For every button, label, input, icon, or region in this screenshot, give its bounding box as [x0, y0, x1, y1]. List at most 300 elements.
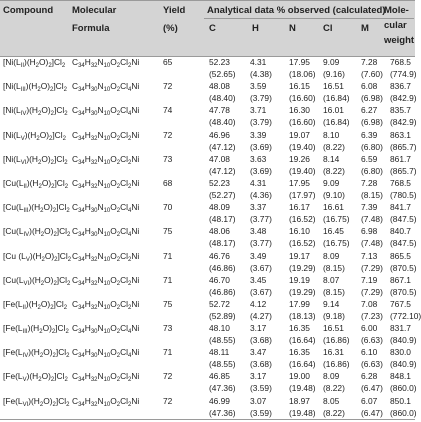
found-mw-cell: 831.7 — [390, 323, 411, 334]
calc-m-cell: (6.80) — [361, 141, 383, 152]
header-mw-line2: cular — [384, 20, 407, 31]
hydrogen-subscript: 30 — [90, 87, 98, 94]
calc-mw-cell: (780.5) — [390, 189, 417, 200]
table-row — [0, 371, 415, 395]
compound-cell: $[Fe(L_{III})(H_2O)_2]Cl_2$ — [3, 323, 69, 336]
formula-cell: $C_{34}H_{32}N_{10}O_2Cl_2Ni$ — [72, 177, 140, 190]
chlorine-subscript: 4 — [128, 111, 132, 118]
found-mw-cell: 830.0 — [390, 347, 411, 358]
found-mw-cell: 861.7 — [390, 153, 411, 164]
chlorine-subscript: 2 — [128, 280, 132, 287]
nitrogen-subscript: 10 — [103, 87, 111, 94]
formula-cell: $C_{34}H_{32}N_{10}O_2Cl_2Ni$ — [72, 371, 140, 384]
found-cl-cell: 16.01 — [323, 105, 344, 116]
found-mw-cell: 836.7 — [390, 81, 411, 92]
oxygen-subscript: 2 — [116, 401, 121, 408]
chlorine-subscript: 4 — [128, 87, 132, 94]
calc-m-cell: (6.47) — [361, 383, 383, 394]
calc-m-cell: (7.48) — [361, 214, 383, 225]
found-mw-cell: 767.5 — [390, 298, 411, 309]
yield-cell: 72 — [163, 129, 173, 140]
found-cl-cell: 16.45 — [323, 226, 344, 237]
formula-cell: $C_{34}H_{30}N_{10}O_2Cl_4Ni$ — [72, 226, 140, 239]
hydrogen-subscript: 30 — [90, 329, 98, 336]
found-h-cell: 3.37 — [250, 202, 267, 213]
water-subscript: 2 — [40, 280, 45, 287]
found-h-cell: 3.39 — [250, 129, 267, 140]
chloride-subscript: 2 — [62, 135, 66, 142]
header-yield-line1: Yield — [163, 5, 186, 16]
oxygen-subscript: 2 — [116, 208, 121, 215]
found-n-cell: 19.17 — [289, 250, 310, 261]
oxygen-subscript: 2 — [116, 183, 121, 190]
calc-cl-cell: (16.86) — [323, 335, 350, 346]
carbon-subscript: 34 — [78, 159, 85, 166]
found-cl-cell: 8.10 — [323, 129, 340, 140]
calc-h-cell: (4.36) — [250, 189, 272, 200]
water-count-subscript: 2 — [50, 304, 54, 311]
yield-cell: 75 — [163, 298, 173, 309]
water-subscript: 2 — [38, 111, 42, 118]
calc-cl-cell: (16.84) — [323, 117, 350, 128]
compound-cell: $[Fe(L_V)(H_2O)_2]Cl_2$ — [3, 371, 68, 384]
calc-n-cell: (16.64) — [289, 359, 316, 370]
calc-h-cell: (4.27) — [250, 310, 272, 321]
carbon-subscript: 34 — [78, 329, 85, 336]
formula-cell: $C_{34}H_{30}N_{10}O_2Cl_4Ni$ — [72, 105, 140, 118]
calc-h-cell: (3.77) — [250, 238, 272, 249]
hydrogen-subscript: 30 — [90, 353, 98, 360]
table-row — [0, 105, 415, 129]
calc-c-cell: (52.65) — [209, 69, 236, 79]
compound-cell: $[Ni(L_{VI})(H_2O)_2]Cl_2$ — [3, 153, 68, 166]
carbon-subscript: 34 — [78, 87, 85, 94]
calc-cl-cell: (8.22) — [323, 407, 345, 418]
calc-h-cell: (3.68) — [250, 335, 272, 346]
found-n-cell: 16.30 — [289, 105, 310, 116]
calc-h-cell: (3.67) — [250, 262, 272, 273]
water-subscript: 2 — [36, 135, 40, 142]
carbon-subscript: 34 — [78, 353, 85, 360]
water-subscript: 2 — [39, 329, 43, 336]
oxygen-subscript: 2 — [116, 329, 121, 336]
oxygen-subscript: 2 — [116, 135, 121, 142]
table-row — [0, 396, 415, 420]
found-cl-cell: 16.51 — [323, 323, 344, 334]
found-n-cell: 16.35 — [289, 347, 310, 358]
yield-cell: 75 — [163, 226, 173, 237]
carbon-subscript: 34 — [78, 232, 85, 239]
calc-cl-cell: (16.86) — [323, 359, 350, 370]
carbon-subscript: 34 — [78, 111, 85, 118]
found-h-cell: 3.07 — [250, 395, 267, 406]
chlorine-subscript: 2 — [128, 135, 132, 142]
found-n-cell: 19.26 — [289, 153, 310, 164]
yield-cell: 65 — [163, 57, 173, 67]
found-h-cell: 4.31 — [250, 177, 267, 188]
header-element-h: H — [252, 23, 259, 34]
header-element-m: M — [361, 23, 369, 34]
hydrogen-subscript: 32 — [90, 135, 98, 142]
calc-cl-cell: (8.22) — [323, 141, 345, 152]
calc-m-cell: (7.29) — [361, 286, 383, 297]
calc-c-cell: (52.89) — [209, 310, 236, 321]
calc-cl-cell: (8.22) — [323, 383, 345, 394]
water-count-subscript: 2 — [51, 329, 56, 336]
calc-n-cell: (19.48) — [289, 383, 316, 394]
found-n-cell: 19.19 — [289, 274, 310, 285]
chlorine-subscript: 2 — [128, 377, 132, 384]
chloride-subscript: 2 — [67, 256, 72, 263]
water-count-subscript: 2 — [50, 87, 54, 94]
found-h-cell: 3.63 — [250, 153, 267, 164]
water-count-subscript: 2 — [52, 208, 57, 215]
formula-cell: $C_{34}H_{32}N_{10}O_2Cl_2Ni$ — [72, 153, 140, 166]
found-m-cell: 7.28 — [361, 57, 378, 67]
calc-c-cell: (48.40) — [209, 117, 236, 128]
compound-cell: $[Cu(L_{II})(H_2O)_2]Cl_2$ — [3, 177, 69, 190]
found-h-cell: 3.59 — [250, 81, 267, 92]
oxygen-subscript: 2 — [116, 280, 121, 287]
water-subscript: 2 — [38, 183, 42, 190]
ligand-subscript: V — [25, 256, 30, 263]
water-subscript: 2 — [39, 353, 44, 360]
calc-mw-cell: (840.9) — [390, 335, 417, 346]
calc-m-cell: (7.48) — [361, 238, 383, 249]
chloride-subscript: 2 — [66, 208, 70, 215]
water-count-subscript: 2 — [53, 280, 57, 287]
yield-cell: 70 — [163, 202, 173, 213]
calc-m-cell: (6.63) — [361, 359, 383, 370]
carbon-subscript: 34 — [78, 63, 85, 69]
chlorine-subscript: 4 — [128, 329, 132, 336]
ligand-subscript: III — [22, 329, 28, 336]
calc-h-cell: (3.67) — [250, 286, 272, 297]
calc-n-cell: (17.97) — [289, 189, 316, 200]
ligand-subscript: V — [22, 377, 27, 384]
calc-n-cell: (18.06) — [289, 69, 316, 79]
yield-cell: 71 — [163, 250, 173, 261]
calc-n-cell: (16.52) — [289, 214, 316, 225]
table-row — [0, 154, 415, 178]
ligand-subscript: II — [20, 63, 25, 69]
calc-m-cell: (6.80) — [361, 165, 383, 176]
found-n-cell: 17.95 — [289, 57, 310, 67]
found-c-cell: 46.99 — [209, 395, 230, 406]
found-m-cell: 6.08 — [361, 81, 378, 92]
found-c-cell: 46.96 — [209, 129, 230, 140]
found-mw-cell: 768.5 — [390, 177, 411, 188]
found-h-cell: 3.71 — [250, 105, 267, 116]
water-count-subscript: 2 — [52, 401, 56, 408]
found-c-cell: 48.08 — [209, 81, 230, 92]
water-subscript: 2 — [37, 304, 41, 311]
table-row — [0, 178, 415, 202]
found-n-cell: 17.95 — [289, 177, 310, 188]
found-m-cell: 6.98 — [361, 226, 378, 237]
found-n-cell: 16.35 — [289, 323, 310, 334]
ligand-subscript: VI — [23, 280, 30, 287]
found-h-cell: 3.45 — [250, 274, 267, 285]
calc-h-cell: (3.59) — [250, 407, 272, 418]
calc-h-cell: (3.59) — [250, 383, 272, 394]
found-m-cell: 7.13 — [361, 250, 378, 261]
chloride-subscript: 2 — [67, 232, 71, 239]
nitrogen-subscript: 10 — [103, 377, 111, 384]
calc-n-cell: (19.29) — [289, 262, 316, 273]
calc-cl-cell: (16.75) — [323, 238, 350, 249]
calc-n-cell: (19.40) — [289, 141, 316, 152]
hydrogen-subscript: 32 — [90, 304, 98, 311]
water-count-subscript: 2 — [53, 232, 57, 239]
water-subscript: 2 — [40, 208, 44, 215]
header-divider — [204, 18, 414, 19]
chloride-subscript: 2 — [66, 353, 70, 360]
calc-m-cell: (7.23) — [361, 310, 383, 321]
calc-mw-cell: (772.10) — [390, 310, 421, 321]
found-n-cell: 19.00 — [289, 371, 310, 382]
calc-n-cell: (16.64) — [289, 335, 316, 346]
found-cl-cell: 9.09 — [323, 57, 340, 67]
formula-cell: $C_{34}H_{32}N_{10}O_2Cl_2Ni$ — [72, 250, 140, 263]
chloride-subscript: 2 — [63, 87, 67, 94]
water-count-subscript: 2 — [49, 135, 53, 142]
chloride-subscript: 2 — [64, 377, 68, 384]
nitrogen-subscript: 10 — [103, 256, 111, 263]
chloride-subscript: 2 — [64, 159, 68, 166]
found-h-cell: 3.48 — [250, 226, 267, 237]
ligand-subscript: III — [23, 208, 29, 215]
nitrogen-subscript: 10 — [103, 135, 111, 142]
yield-cell: 68 — [163, 177, 173, 188]
calc-cl-cell: (8.15) — [323, 262, 345, 273]
compound-cell: $[Fe(L_{II})(H_2O)_2]Cl_2$ — [3, 298, 68, 311]
calc-h-cell: (3.79) — [250, 117, 272, 128]
found-cl-cell: 16.31 — [323, 347, 344, 358]
found-c-cell: 46.70 — [209, 274, 230, 285]
table-body — [0, 57, 421, 420]
compound-cell: $[Ni(L_{II})(H_2O)_2]Cl_2$ — [3, 57, 66, 69]
nitrogen-subscript: 10 — [103, 232, 111, 239]
calc-c-cell: (48.55) — [209, 335, 236, 346]
found-c-cell: 46.85 — [209, 371, 230, 382]
calc-n-cell: (19.40) — [289, 165, 316, 176]
ligand-subscript: IV — [22, 353, 29, 360]
ligand-subscript: II — [22, 304, 26, 311]
yield-cell: 72 — [163, 371, 173, 382]
calc-m-cell: (6.98) — [361, 93, 383, 104]
calc-mw-cell: (840.9) — [390, 359, 417, 370]
nitrogen-subscript: 10 — [103, 304, 111, 311]
calc-h-cell: (3.69) — [250, 165, 272, 176]
found-h-cell: 3.47 — [250, 347, 267, 358]
calc-n-cell: (16.60) — [289, 117, 316, 128]
water-count-subscript: 2 — [50, 111, 54, 118]
chloride-subscript: 2 — [63, 304, 68, 311]
table-row — [0, 275, 415, 299]
found-mw-cell: 865.5 — [390, 250, 411, 261]
oxygen-subscript: 2 — [116, 87, 121, 94]
calc-h-cell: (3.77) — [250, 214, 272, 225]
carbon-subscript: 34 — [78, 183, 85, 190]
found-mw-cell: 848.1 — [390, 371, 411, 382]
found-c-cell: 48.09 — [209, 202, 230, 213]
found-m-cell: 6.28 — [361, 371, 378, 382]
formula-cell: $C_{34}H_{32}N_{10}O_2Cl_2Ni$ — [72, 298, 140, 311]
hydrogen-subscript: 30 — [90, 111, 98, 118]
header-element-n: N — [289, 23, 296, 34]
found-c-cell: 52.23 — [209, 57, 230, 67]
water-count-subscript: 2 — [52, 353, 56, 360]
hydrogen-subscript: 32 — [90, 159, 98, 166]
found-n-cell: 16.17 — [289, 202, 310, 213]
found-h-cell: 4.31 — [250, 57, 267, 67]
found-n-cell: 16.15 — [289, 81, 310, 92]
yield-cell: 74 — [163, 105, 173, 116]
found-mw-cell: 863.1 — [390, 129, 411, 140]
formula-cell: $C_{34}H_{30}N_{10}O_2Cl_4Ni$ — [72, 202, 140, 215]
carbon-subscript: 34 — [78, 377, 85, 384]
calc-mw-cell: (842.9) — [390, 117, 417, 128]
found-n-cell: 18.97 — [289, 395, 310, 406]
water-count-subscript: 2 — [50, 159, 54, 166]
found-h-cell: 3.17 — [250, 371, 267, 382]
yield-cell: 72 — [163, 395, 173, 406]
table-row — [0, 202, 415, 226]
oxygen-subscript: 2 — [116, 159, 121, 166]
found-m-cell: 6.39 — [361, 129, 378, 140]
yield-cell: 73 — [163, 323, 173, 334]
water-count-subscript: 2 — [48, 63, 52, 69]
chlorine-subscript: 2 — [128, 401, 132, 408]
table-row — [0, 298, 421, 323]
calc-cl-cell: (9.16) — [323, 69, 345, 79]
calc-h-cell: (4.38) — [250, 69, 272, 79]
table-row — [0, 323, 415, 347]
chloride-subscript: 2 — [67, 280, 71, 287]
found-cl-cell: 16.61 — [323, 202, 344, 213]
found-m-cell: 7.19 — [361, 274, 378, 285]
carbon-subscript: 34 — [78, 208, 85, 215]
header-formula-line2: Formula — [72, 23, 110, 34]
chlorine-subscript: 2 — [128, 159, 132, 166]
compound-cell: $[Ni(L_{IV})(H_2O)_2]Cl_2$ — [3, 105, 68, 118]
water-subscript: 2 — [37, 87, 41, 94]
calc-cl-cell: (9.18) — [323, 310, 345, 321]
formula-cell: $C_{34}H_{32}N_{10}O_2Cl_2Ni$ — [72, 129, 140, 142]
found-mw-cell: 768.5 — [390, 57, 411, 67]
table-row — [0, 251, 415, 275]
water-count-subscript: 2 — [51, 183, 55, 190]
chlorine-subscript: 4 — [128, 208, 132, 215]
found-cl-cell: 8.05 — [323, 395, 340, 406]
carbon-subscript: 34 — [78, 256, 85, 263]
table-row — [0, 226, 415, 250]
found-m-cell: 7.08 — [361, 298, 378, 309]
hydrogen-subscript: 30 — [90, 208, 98, 215]
oxygen-subscript: 2 — [116, 63, 121, 69]
carbon-subscript: 34 — [78, 135, 85, 142]
chloride-subscript: 2 — [65, 329, 69, 336]
chlorine-subscript: 4 — [128, 353, 132, 360]
hydrogen-subscript: 32 — [90, 256, 98, 263]
calc-cl-cell: (8.15) — [323, 286, 345, 297]
calc-m-cell: (7.60) — [361, 69, 383, 79]
found-h-cell: 4.12 — [250, 298, 267, 309]
found-cl-cell: 9.09 — [323, 177, 340, 188]
calc-c-cell: (48.17) — [209, 214, 236, 225]
header-yield-line2: (%) — [163, 23, 178, 34]
calc-mw-cell: (774.9) — [390, 69, 417, 79]
found-c-cell: 46.76 — [209, 250, 230, 261]
calc-mw-cell: (842.9) — [390, 93, 417, 104]
chloride-subscript: 2 — [61, 63, 66, 69]
nitrogen-subscript: 10 — [103, 183, 111, 190]
found-cl-cell: 16.51 — [323, 81, 344, 92]
found-m-cell: 6.59 — [361, 153, 378, 164]
compound-cell: $[Ni(L_{III})(H_2O)_2]Cl_2$ — [3, 81, 67, 94]
calc-n-cell: (18.13) — [289, 310, 316, 321]
compound-cell: $[Cu(L_{VI})(H_2O)_2]Cl_2$ — [3, 274, 71, 287]
calc-c-cell: (52.27) — [209, 189, 236, 200]
chlorine-subscript: 2 — [128, 304, 132, 311]
found-mw-cell: 835.7 — [390, 105, 411, 116]
oxygen-subscript: 2 — [116, 232, 121, 239]
found-c-cell: 48.10 — [209, 323, 230, 334]
calc-mw-cell: (865.7) — [390, 141, 417, 152]
found-c-cell: 48.11 — [209, 347, 230, 358]
water-subscript: 2 — [38, 377, 42, 384]
chlorine-subscript: 4 — [128, 232, 132, 239]
found-cl-cell: 8.09 — [323, 371, 340, 382]
water-subscript: 2 — [40, 232, 45, 239]
found-n-cell: 16.10 — [289, 226, 310, 237]
found-mw-cell: 840.7 — [390, 226, 411, 237]
found-m-cell: 6.07 — [361, 395, 378, 406]
calc-cl-cell: (8.22) — [323, 165, 345, 176]
calc-mw-cell: (870.5) — [390, 262, 417, 273]
table-header — [0, 0, 415, 57]
yield-cell: 71 — [163, 274, 173, 285]
formula-cell: $C_{34}H_{32}N_{10}O_2Cl_2Ni$ — [72, 274, 140, 287]
header-element-cl: Cl — [323, 23, 333, 34]
chlorine-subscript: 2 — [128, 63, 132, 69]
ligand-subscript: V — [20, 135, 25, 142]
header-analytical: Analytical data % observed (calculated) — [207, 5, 386, 16]
chloride-subscript: 2 — [64, 111, 68, 118]
calc-c-cell: (46.86) — [209, 262, 236, 273]
ligand-subscript: VI — [22, 401, 29, 408]
chloride-subscript: 2 — [66, 401, 70, 408]
ligand-subscript: IV — [20, 111, 27, 118]
found-n-cell: 17.99 — [289, 298, 310, 309]
water-subscript: 2 — [39, 401, 44, 408]
formula-cell: $C_{34}H_{30}N_{10}O_2Cl_4Ni$ — [72, 323, 140, 336]
water-count-subscript: 2 — [54, 256, 58, 263]
calc-c-cell: (47.36) — [209, 407, 236, 418]
ligand-subscript: IV — [23, 232, 30, 239]
calc-cl-cell: (9.10) — [323, 189, 345, 200]
water-subscript: 2 — [41, 256, 45, 263]
found-mw-cell: 867.1 — [390, 274, 411, 285]
hydrogen-subscript: 32 — [90, 401, 98, 408]
found-m-cell: 6.10 — [361, 347, 378, 358]
oxygen-subscript: 2 — [116, 256, 121, 263]
calc-mw-cell: (847.5) — [390, 214, 417, 225]
calc-h-cell: (3.69) — [250, 141, 272, 152]
found-cl-cell: 9.14 — [323, 298, 340, 309]
table-row — [0, 130, 415, 154]
